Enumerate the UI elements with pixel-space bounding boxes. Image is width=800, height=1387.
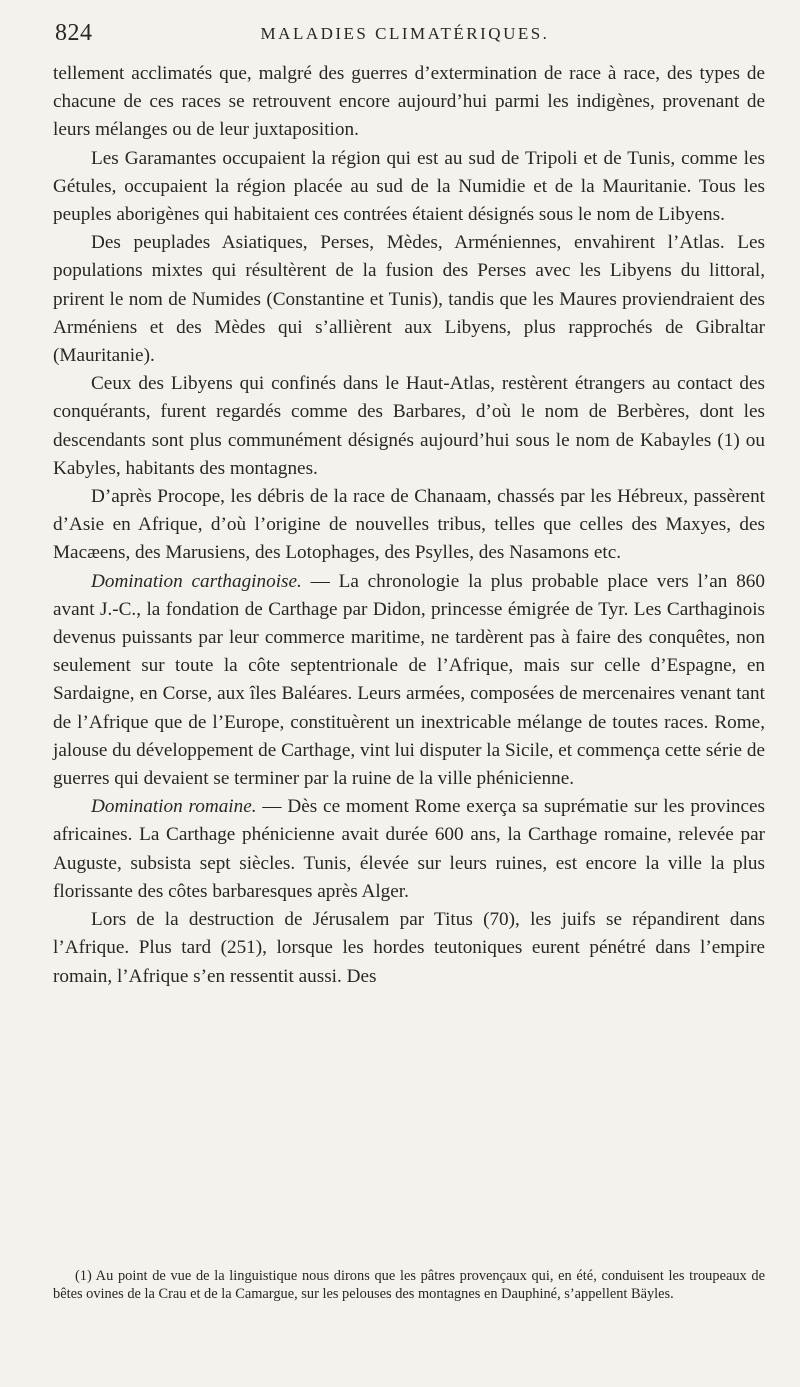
- paragraph-berberes: Ceux des Libyens qui confinés dans le Haut-Atlas, restèrent étrangers au contact des conquérants, furent regardés comme des Barbares, d’où le nom de Berbères, dont les descendants sont plus communément désignés aujourd’hui sous le nom de Kabayles (1) ou Kabyles, habitants des montagnes.: [53, 373, 765, 479]
- paragraph-carthage-text: — La chronologie la plus probable place vers l’an 860 avant J.-C., la fondation de Carthage par Didon, princesse émigrée de Tyr. Les Carthaginois devenus puissants par leur commerce maritime, ne tardèrent pas à faire des conquêtes, non seulement sur toute la côte septentrionale de l’Afrique, mais sur celle d’Espagne, en Sardaigne, en Corse, aux îles Baléares. Leurs armées, composées de mercenaires venant tant de l’Afrique que de l’Europe, constituèrent un inextricable mélange de toutes races. Rome, jalouse du développement de Carthage, vint lui disputer la Sicile, et commença cette série de guerres qui devaient se terminer par la ruine de la ville phénicienne.: [53, 570, 765, 790]
- body-text: [53, 60, 765, 991]
- paragraph-carthage: [53, 568, 765, 794]
- footnote: [53, 1267, 765, 1303]
- page-number: 824: [55, 20, 93, 46]
- paragraph-garamantes: Les Garamantes occupaient la région qui est au sud de Tripoli et de Tunis, comme les Gétules, occupaient la région placée au sud de la Numidie et de la Mauritanie. Tous les peuples aborigènes qui habitaient ces contrées étaient désignés sous le nom de Libyens.: [53, 147, 765, 226]
- paragraph-rome-text: — Dès ce moment Rome exerça sa suprématie sur les provinces africaines. La Carthage phénicienne avait durée 600 ans, la Carthage romaine, relevée par Auguste, subsista sept siècles. Tunis, élevée sur leurs ruines, est encore la ville la plus florissante des côtes barbaresques après Alger.: [53, 796, 765, 902]
- paragraph-continuation: tellement acclimatés que, malgré des guerres d’extermination de race à race, des types de chacune de ces races se retrouvent encore aujourd’hui parmi les indigènes, provenant de leurs mélanges ou de leur juxtaposition.: [53, 63, 765, 141]
- paragraph-asiatic-peoples: Des peuplades Asiatiques, Perses, Mèdes, Arméniennes, envahirent l’Atlas. Les populations mixtes qui résultèrent de la fusion des Perses avec les Libyens du littoral, prirent le nom de Numides (Constantine et Tunis), tandis que les Maures proviendraient des Arméniens et des Mèdes qui s’allièrent aux Libyens, plus rapprochés de Gibraltar (Mauritanie).: [53, 232, 765, 367]
- section-heading-carthage: Domination carthaginoise.: [91, 570, 302, 592]
- footnote-text: (1) Au point de vue de la linguistique nous dirons que les pâtres provençaux qui, en été, conduisent les troupeaux de bêtes ovines de la Crau et de la Camargue, sur les pelouses des montagnes en Dauphiné, s’appellent Bäyles.: [53, 1268, 765, 1302]
- running-title: MALADIES CLIMATÉRIQUES.: [260, 24, 550, 43]
- paragraph-procope: D’après Procope, les débris de la race de Chanaam, chassés par les Hébreux, passèrent d’Asie en Afrique, d’où l’origine de nouvelles tribus, telles que celles des Maxyes, des Macæens, des Marusiens, des Lotophages, des Psylles, des Nasamons etc.: [53, 486, 765, 564]
- paragraph-rome: [53, 793, 765, 906]
- paragraph-jerusalem: Lors de la destruction de Jérusalem par Titus (70), les juifs se répandirent dans l’Afrique. Plus tard (251), lorsque les hordes teutoniques eurent pénétré dans l’empire romain, l’Afrique s’en ressentit aussi. Des: [53, 909, 765, 987]
- page-header: [55, 20, 755, 50]
- section-heading-rome: Domination romaine.: [91, 796, 257, 818]
